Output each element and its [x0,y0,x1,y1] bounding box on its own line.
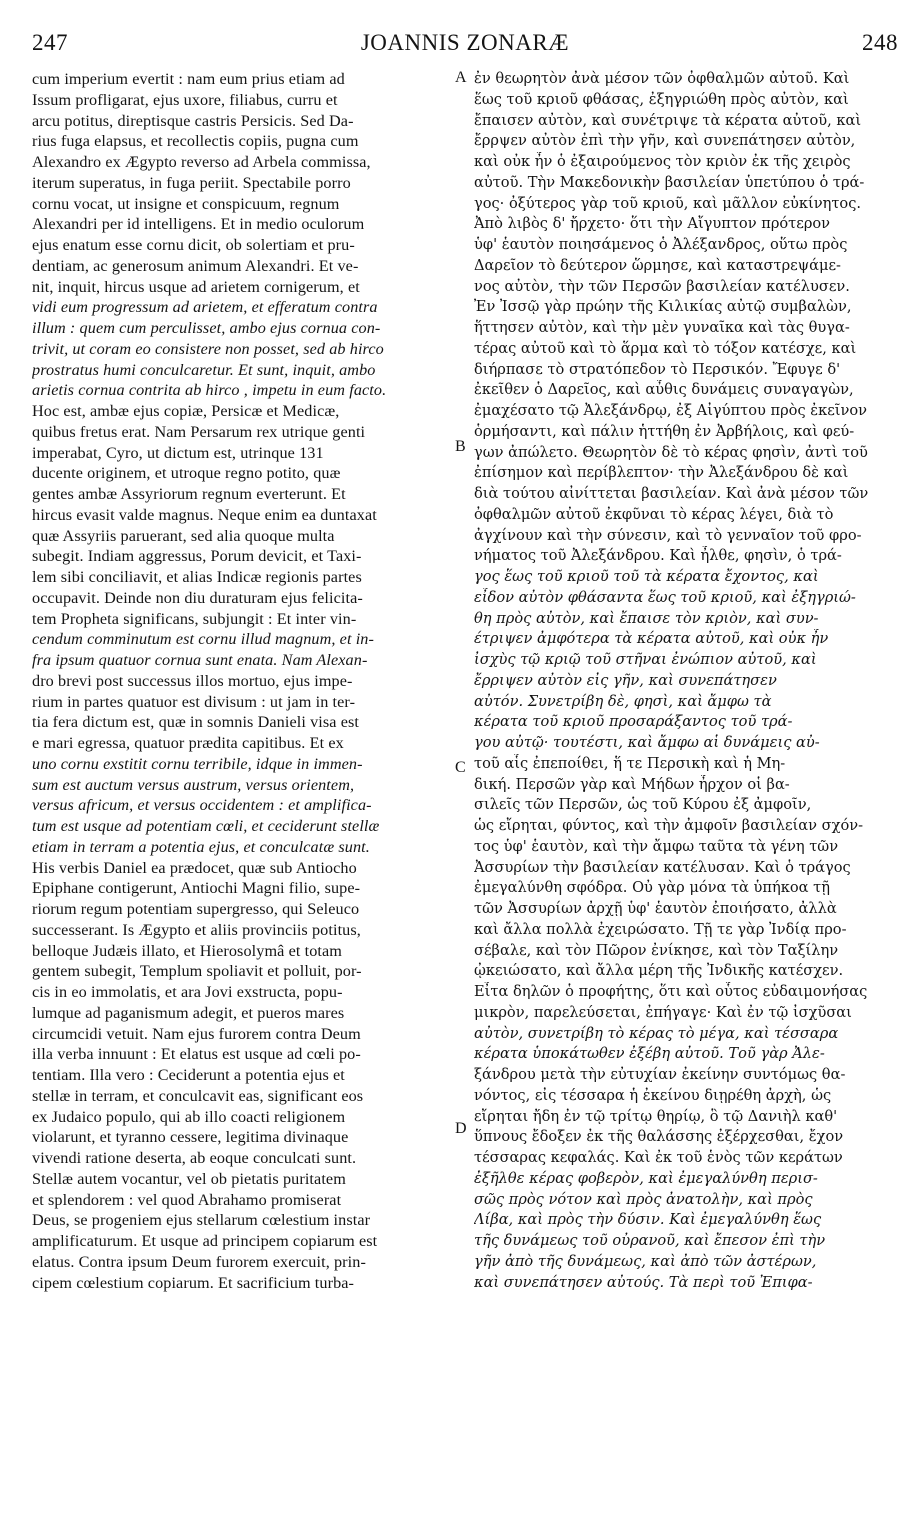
text-line: τοῦ αἷς ἐπεποίθει, ἥ τε Περσικὴ καὶ ἡ Μη- [474,754,786,772]
text-line: amplificaturum. Et usque ad principem copiarum est [32,1232,378,1250]
text-line: τος ὑφ' ἑαυτὸν, καὶ τὴν ἄμφω ταῦτα τὰ γένη τῶν [474,837,839,855]
text-line: cendum comminutum est cornu illud magnum, et in- [32,630,374,649]
text-line: cornu vocat, ut insigne et conspicuum, regnum [32,194,340,213]
latin-column [32,69,450,1293]
text-line: ejus enatum esse cornu dicit, ob solertiam et pru- [32,236,355,254]
text-line: Ἐν Ἰσσῷ γὰρ πρώην τῆς Κιλικίας αὐτῷ συμβαλὼν, [474,298,852,316]
text-line: fra ipsum quatuor cornua sunt enata. Nam Alexan- [32,651,368,669]
text-line: αὐτὸν, συνετρίβη τὸ κέρας τὸ μέγα, καὶ τέσσαρα [474,1024,839,1042]
text-line: tum est usque ad potentiam cœli, et ceciderunt stellæ [32,817,380,835]
text-line: ἥττησεν αὐτὸν, καὶ τὴν μὲν γυναῖκα καὶ τὰς θυγα- [474,319,850,336]
text-line: ᾠκειώσατο, καὶ ἄλλα μέρη τῆς Ἰνδικῆς κατέσχεν. [474,962,844,980]
text-line: rius fuga elapsus, et recollectis copiis, pugna cum [32,132,359,151]
text-line: elatus. Contra ipsum Deum furorem exercuit, prin- [32,1252,366,1271]
text-line: ducente originem, et utroque regno potito, quæ [32,464,341,483]
text-line: dro brevi post successus illos mortuo, ejus impe- [32,671,353,690]
text-line: καὶ ἄλλα πολλὰ ἐχειρώσατο. Τῇ τε γὰρ Ἰνδίᾳ προ- [474,920,847,938]
text-line: uno cornu exstitit cornu terribile, idque in immen- [32,754,363,773]
text-line: rium in partes quatuor est divisum : ut jam in ter- [32,692,356,711]
text-line: nit, inquit, hircus usque ad arietem cornigerum, et [32,277,360,296]
text-line: trivit, ut coram eo consistere non posset, sed ab hirco [32,339,384,358]
text-line: σιλεῖς τῶν Περσῶν, ὡς τοῦ Κύρου ἐξ ἀμφοῖν, [474,796,812,814]
text-line: vidi eum progressum ad arietem, et efferatum contra [32,298,378,317]
text-line: γῆν ἀπὸ τῆς δυνάμεως, καὶ ἀπὸ τῶν ἀστέρων, [474,1252,817,1270]
text-line: ὕπνους ἔδοξεν ἐκ τῆς θαλάσσης ἐξέρχεσθαι, ἔχον [474,1128,844,1146]
text-line: lumque ad paganismum adegit, et pueros mares [32,1003,345,1022]
text-line: ξάνδρου μετὰ τὴν εὐτυχίαν ἐκείνην συντόμως θα- [474,1066,846,1083]
text-line: σέβαλε, καὶ τὸν Πῶρον ἐνίκησε, καὶ τὸν Ταξίλην [474,941,839,959]
text-line: vivendi ratione deserta, ab eoque conculcati sunt. [32,1149,357,1167]
text-line: occupavit. Deinde non diu duraturam ejus felicita- [32,588,363,607]
text-line: Ἀσσυρίων τὴν βασιλείαν κατέλυσαν. Καὶ ὁ τράγος [474,858,851,876]
text-line: ἀγχίνουν καὶ τὴν σύνεσιν, καὶ τὸ γενναῖον τοῦ φρο- [474,526,862,544]
text-line: ἰσχὺς τῷ κριῷ τοῦ στῆναι ἐνώπιον αὐτοῦ, καὶ [474,651,817,668]
text-line: εἴρηται ἤδη ἐν τῷ τρίτῳ θηρίῳ, ὃ τῷ Δανιὴλ καθ' [474,1107,838,1125]
text-line: violarunt, et tyranno cessere, legitima divinaque [32,1128,349,1147]
text-line: νήματος τοῦ Ἀλεξάνδρου. Καὶ ἦλθε, φησὶν, ὁ τρά- [474,547,842,565]
text-line: έτριψεν ἀμφότερα τὰ κέρατα αὐτοῦ, καὶ οὐκ ἦν [474,630,829,648]
text-line: hircus evasit valde magnus. Neque enim ea duntaxat [32,505,377,524]
text-line: ὑφ' ἑαυτὸν ποιησάμενος ὁ Ἀλέξανδρος, οὕτω πρὸς [474,236,848,253]
text-line: ex Judaico populo, qui ab illo coacti religionem [32,1107,346,1126]
text-line: ἐξῆλθε κέρας φοβερὸν, καὶ ἐμεγαλύνθη περισ- [474,1169,818,1187]
text-line: cis in eo immolatis, et ara Jovi exstructa, popu- [32,983,343,1001]
text-line: ἐκεῖθεν ὁ Δαρεῖος, καὶ αὖθις δυνάμεις συναγαγὼν, [474,381,854,399]
text-line: Deus, se progeniem ejus stellarum cœlestium instar [32,1211,371,1230]
text-line: κέρατα ὑποκάτωθεν ἐξέβη αὐτοῦ. Τοῦ γὰρ Ἀλε- [474,1045,825,1063]
text-line: ἔρριψεν αὐτὸν εἰς γῆν, καὶ συνεπάτησεν [474,671,777,689]
text-line: ἐμαχέσατο τῷ Ἀλεξάνδρῳ, ἐξ Αἰγύπτου πρὸς ἐκεῖνον [474,402,868,419]
text-line: κέρατα τοῦ κριοῦ προσαράξαντος τοῦ τρά- [474,713,793,731]
text-line: tia fera dictum est, quæ in somnis Danieli visa est [32,713,359,732]
text-line: Epiphane contigerunt, Antiochi Magni filio, supe- [32,879,361,898]
text-line: γος ἕως τοῦ κριοῦ τοῦ τὰ κέρατα ἔχοντος, καὶ [474,568,819,585]
text-line: lem sibi conciliavit, et alias Indicæ regionis partes [32,568,362,586]
text-line: ἐμεγαλύνθη σφόδρα. Οὐ γὰρ μόνα τὰ ὑπήκοα τῇ [474,879,830,897]
text-line: riorum regum potentiam supergresso, qui Seleuco [32,900,360,918]
margin-marker-a: A [455,69,467,86]
margin-marker-c: C [455,759,466,776]
text-line: καὶ συνεπάτησεν αὐτούς. Τὰ περὶ τοῦ Ἐπιφα- [474,1273,813,1291]
text-line: Εἶτα δηλῶν ὁ προφήτης, ὅτι καὶ οὗτος εὐδαιμονήσας [474,983,868,1000]
text-line: His verbis Daniel ea prædocet, quæ sub Antiocho [32,858,357,877]
text-line: ἐν θεωρητὸν ἀνὰ μέσον τῶν ὀφθαλμῶν αὐτοῦ. Καὶ [474,70,850,87]
text-line: ἔπαισεν αὐτὸν, καὶ συνέτριψε τὰ κέρατα αὐτοῦ, καὶ [474,111,862,129]
text-line: θη πρὸς αὐτὸν, καὶ ἔπαισε τὸν κριὸν, καὶ συν- [474,609,819,627]
text-line: successerant. Is Ægypto et aliis provinciis potitus, [32,920,361,939]
text-line: quæ Assyriis paruerant, sed alia quoque multa [32,526,335,545]
text-line: Issum profligarat, ejus uxore, filiabus, curru et [32,90,338,109]
text-line: αὐτόν. Συνετρίβη δὲ, φησὶ, καὶ ἄμφω τὰ [474,692,772,710]
margin-marker-d: D [455,1120,467,1137]
text-line: cipem cœlestium copiarum. Et sacrificium turba- [32,1273,355,1292]
text-line: sum est auctum versus austrum, versus orientem, [32,775,355,794]
text-line: μικρὸν, παρελεύσεται, ἐπήγαγε· Καὶ ἐν τῷ ἰσχῦσαι [474,1003,852,1021]
text-line: prostratus humi conculcaretur. Et sunt, inquit, ambo [32,360,376,379]
text-line: circumcidi vetuit. Nam ejus furorem contra Deum [32,1024,361,1043]
text-line: gentes ambæ Assyriorum regnum everterunt. Et [32,485,346,503]
margin-marker-b: B [455,438,466,455]
text-line: belloque Judæis illato, et Hierosolymâ et totam [32,941,342,960]
text-line: Λίβα, καὶ πρὸς τὴν δύσιν. Καὶ ἐμεγαλύνθη ἕως [474,1211,822,1229]
text-line: διὰ τούτου αἰνίττεται βασιλείαν. Καὶ ἀνὰ μέσον τῶν [474,485,869,502]
text-line: καὶ οὐκ ἦν ὁ ἐξαιρούμενος τὸν κριὸν ἐκ τῆς χειρὸς [474,153,851,170]
text-line: τέρας αὐτοῦ καὶ τὸ ἅρμα καὶ τὸ τόξον κατέσχε, καὶ [474,339,857,357]
text-line: arietis cornua contrita ab hirco , impetu in eum facto. [32,381,387,400]
running-header [32,30,898,64]
text-line: τῆς δυνάμεως τοῦ οὐρανοῦ, καὶ ἔπεσον ἐπὶ τὴν [474,1232,826,1249]
text-line: gentem subegit, Templum spoliavit et polluit, por- [32,962,362,981]
text-line: tem Propheta significans, subjungit : Et inter vin- [32,609,357,628]
text-line: versus africum, et versus occidentem : et amplifica- [32,796,372,815]
greek-column [474,69,906,1293]
text-line: imperabat, Cyro, ut dictum est, utrinque 131 [32,443,324,462]
text-line: Alexandri per id intelligens. Et in medio oculorum [32,215,365,234]
text-line: διήρπασε τὸ στρατόπεδον τὸ Περσικόν. Ἔφυγε δ' [474,360,841,378]
text-line: stellæ in terram, et conculcavit eas, significant eos [32,1086,364,1105]
text-line: etiam in terram a potentia ejus, et conculcatæ sunt. [32,837,370,856]
text-line: γων ἀπώλετο. Θεωρητὸν δὲ τὸ κέρας φησὶν, ἀντὶ τοῦ [474,443,868,461]
running-title: JOANNIS ZONARÆ [360,30,570,55]
text-line: Hoc est, ambæ ejus copiæ, Persicæ et Medicæ, [32,402,340,420]
text-line: Ἀπὸ λιβὸς δ' ἤρχετο· ὅτι τὴν Αἴγυπτον πρότερον [474,215,831,233]
right-page-number: 248 [862,30,898,55]
text-line: γου αὐτῷ· τουτέστι, καὶ ἄμφω αἱ δυνάμεις αὐ- [474,734,820,751]
text-line: ἐπίσημον καὶ περίβλεπτον· τὴν Ἀλεξάνδρου δὲ καὶ [474,464,849,482]
text-line: σῶς πρὸς νότον καὶ πρὸς ἀνατολὴν, καὶ πρὸς [474,1190,813,1208]
text-line: ἔρρψεν αὐτὸν ἐπὶ τὴν γῆν, καὶ συνεπάτησεν αὐτὸν, [474,132,856,150]
text-line: et splendorem : vel quod Abrahamo promiserat [32,1190,342,1209]
text-line: Stellæ autem vocantur, vel ob pietatis puritatem [32,1169,346,1188]
text-line: τῶν Ἀσσυρίων ἀρχῇ ὑφ' ἑαυτὸν ἐποιήσατο, ἀλλὰ [474,900,837,917]
text-line: illa verba innuunt : Et elatus est usque ad cœli po- [32,1045,361,1064]
text-line: cum imperium evertit : nam eum prius etiam ad [32,70,345,88]
text-line: νόντος, εἰς τέσσαρα ἡ ἐκείνου διῃρέθη ἀρχὴ, ὡς [474,1086,832,1104]
text-line: δική. Περσῶν γὰρ καὶ Μήδων ἦρχον οἱ βα- [474,775,790,793]
text-line: iterum superatus, in fuga periit. Spectabile porro [32,173,351,192]
text-line: Δαρεῖον τὸ δεύτερον ὥρμησε, καὶ καταστρεψάμε- [474,256,841,274]
text-line: ἕως τοῦ κριοῦ φθάσας, ἐξηγριώθη πρὸς αὐτὸν, καὶ [474,90,849,108]
text-line: εἶδον αὐτὸν φθάσαντα ἕως τοῦ κριοῦ, καὶ ἐξηγριώ- [474,588,856,606]
text-line: τέσσαρας κεφαλάς. Καὶ ἐκ τοῦ ἑνὸς τῶν κεράτων [474,1149,843,1166]
text-line: subegit. Indiam aggressus, Porum devicit, et Taxi- [32,547,362,566]
left-page-number: 247 [32,30,68,55]
text-line: quibus fretus erat. Nam Persarum rex utrique genti [32,422,366,441]
text-line: ὡς εἴρηται, φύντος, καὶ τὴν ἀμφοῖν βασιλείαν σχόν- [474,817,864,834]
text-line: dentiam, ac generosum animum Alexandri. Et ve- [32,256,359,275]
text-line: αὐτοῦ. Τὴν Μακεδονικὴν βασιλείαν ὑπετύπου ὁ τρά- [474,173,865,191]
text-line: Alexandro ex Ægypto reverso ad Arbela commissa, [32,153,371,171]
text-line: e mari egressa, quatuor prædita capitibus. Et ex [32,734,344,752]
text-line: tentiam. Illa vero : Ceciderunt a potentia ejus et [32,1066,345,1084]
text-line: νος αὐτὸν, τὴν τῶν Περσῶν βασιλείαν κατέλυσεν. [474,277,850,295]
text-line: ὀφθαλμῶν αὐτοῦ ἐκφῦναι τὸ κέρας λέγει, διὰ τὸ [474,505,834,523]
text-line: γος· ὀξύτερος γὰρ τοῦ κριοῦ, καὶ μᾶλλον εὐκίνητος. [474,194,862,212]
text-line: ὁρμήσαντι, καὶ πάλιν ἡττήθη ἐν Ἀρβήλοις, καὶ φεύ- [474,422,855,440]
text-line: arcu potitus, direptisque castris Persicis. Sed Da- [32,111,354,130]
text-line: illum : quem cum perculisset, ambo ejus cornua con- [32,319,381,337]
